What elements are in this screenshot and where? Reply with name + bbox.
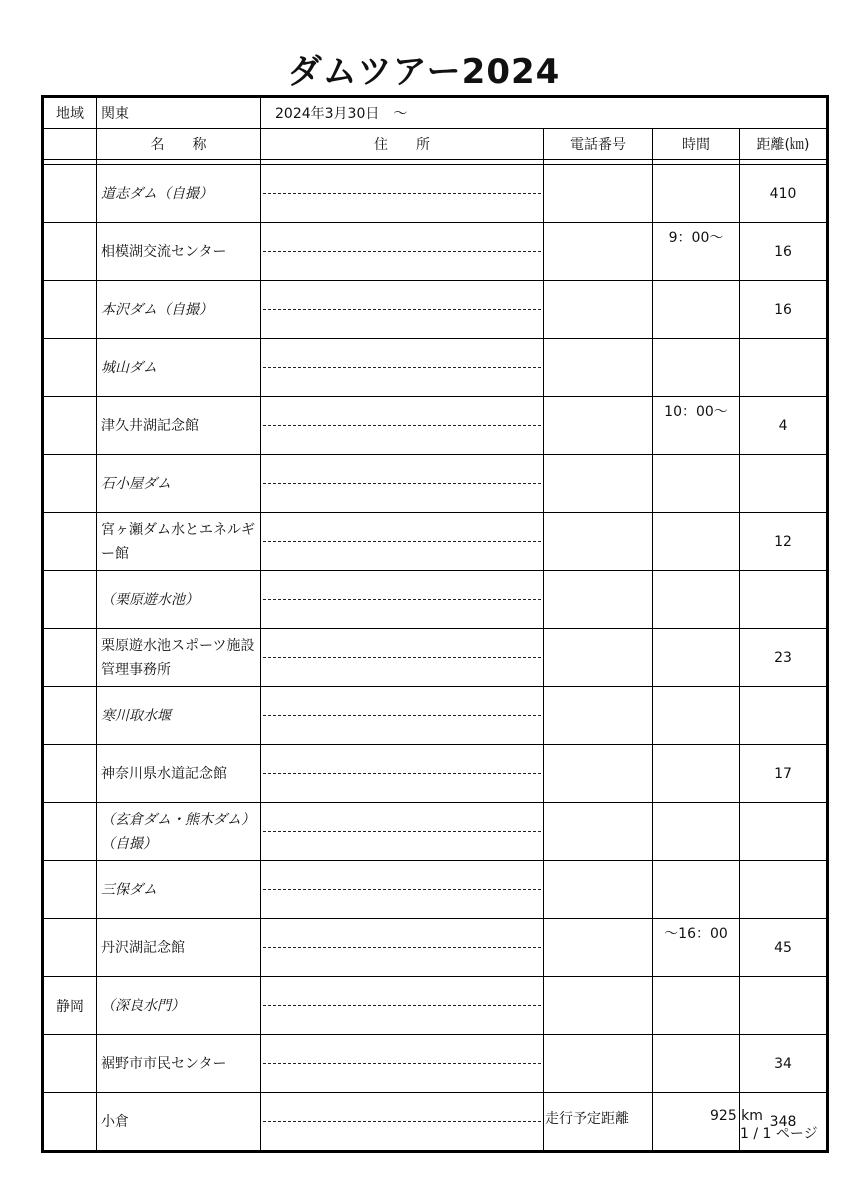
row-distance	[740, 687, 828, 745]
row-region	[43, 571, 97, 629]
row-time	[653, 687, 740, 745]
address-dashed-line	[263, 1121, 541, 1122]
row-region	[43, 919, 97, 977]
row-phone	[544, 687, 653, 745]
row-time	[653, 803, 740, 861]
total-distance-value: 925 km	[710, 1108, 763, 1124]
row-region	[43, 455, 97, 513]
table-row	[43, 1035, 828, 1093]
page-number: 1 / 1 ページ	[740, 1126, 818, 1142]
table-row	[43, 745, 828, 803]
row-phone	[544, 165, 653, 223]
table-row	[43, 397, 828, 455]
row-time	[653, 745, 740, 803]
row-address	[261, 977, 544, 1035]
header-phone: 電話番号	[544, 129, 653, 160]
row-time: ～16：00	[653, 919, 740, 977]
row-phone	[544, 397, 653, 455]
row-region	[43, 1035, 97, 1093]
row-address	[261, 919, 544, 977]
address-dashed-line	[263, 947, 541, 948]
header-time: 時間	[653, 129, 740, 160]
address-dashed-line	[263, 541, 541, 542]
row-distance	[740, 339, 828, 397]
table-row	[43, 455, 828, 513]
address-dashed-line	[263, 483, 541, 484]
table-row	[43, 687, 828, 745]
row-distance	[740, 455, 828, 513]
address-dashed-line	[263, 1005, 541, 1006]
row-address	[261, 745, 544, 803]
row-address	[261, 165, 544, 223]
region-label: 地域	[43, 97, 97, 129]
tour-date: 2024年3月30日 ～	[261, 97, 828, 129]
table-row	[43, 223, 828, 281]
row-time	[653, 339, 740, 397]
row-region	[43, 281, 97, 339]
header-address: 住 所	[261, 129, 544, 160]
row-address	[261, 223, 544, 281]
row-distance	[740, 977, 828, 1035]
row-region	[43, 223, 97, 281]
table-row	[43, 513, 828, 571]
row-distance: 34	[740, 1035, 828, 1093]
row-distance: 410	[740, 165, 828, 223]
row-name: 宮ヶ瀬ダム水とエネルギー館	[97, 513, 261, 571]
tour-schedule-table	[41, 95, 829, 1153]
row-phone	[544, 1035, 653, 1093]
row-region	[43, 803, 97, 861]
row-address	[261, 455, 544, 513]
row-time	[653, 281, 740, 339]
address-dashed-line	[263, 1063, 541, 1064]
address-dashed-line	[263, 193, 541, 194]
row-name: （玄倉ダム・熊木ダム）（自撮）	[97, 803, 261, 861]
address-dashed-line	[263, 773, 541, 774]
row-phone	[544, 281, 653, 339]
row-phone	[544, 571, 653, 629]
row-time	[653, 513, 740, 571]
row-region	[43, 339, 97, 397]
page-title: ダムツアー2024	[287, 52, 561, 92]
header-distance: 距離(㎞)	[740, 129, 828, 160]
total-distance-label: 走行予定距離	[545, 1111, 629, 1127]
row-time	[653, 861, 740, 919]
row-region	[43, 1093, 97, 1152]
row-distance	[740, 861, 828, 919]
row-address	[261, 513, 544, 571]
table-row	[43, 165, 828, 223]
address-dashed-line	[263, 309, 541, 310]
row-phone	[544, 339, 653, 397]
address-dashed-line	[263, 831, 541, 832]
address-dashed-line	[263, 425, 541, 426]
row-region	[43, 861, 97, 919]
row-time	[653, 455, 740, 513]
row-name: 小倉	[97, 1093, 261, 1152]
row-name: 相模湖交流センター	[97, 223, 261, 281]
row-distance	[740, 571, 828, 629]
region-value: 関東	[97, 97, 261, 129]
row-name: 本沢ダム（自撮）	[97, 281, 261, 339]
header-name: 名 称	[97, 129, 261, 160]
row-name: 裾野市市民センター	[97, 1035, 261, 1093]
table-row	[43, 803, 828, 861]
row-address	[261, 1035, 544, 1093]
row-time	[653, 1035, 740, 1093]
row-distance: 348	[740, 1093, 828, 1152]
row-region	[43, 397, 97, 455]
row-name: 丹沢湖記念館	[97, 919, 261, 977]
row-address	[261, 1093, 544, 1152]
table-row	[43, 629, 828, 687]
row-region	[43, 629, 97, 687]
row-name: （栗原遊水池）	[97, 571, 261, 629]
row-region	[43, 165, 97, 223]
table-row	[43, 977, 828, 1035]
row-phone	[544, 629, 653, 687]
row-address	[261, 339, 544, 397]
row-phone	[544, 919, 653, 977]
row-distance: 45	[740, 919, 828, 977]
row-address	[261, 629, 544, 687]
row-address	[261, 571, 544, 629]
row-time	[653, 165, 740, 223]
row-phone	[544, 513, 653, 571]
table-row	[43, 339, 828, 397]
row-distance: 4	[740, 397, 828, 455]
row-phone	[544, 455, 653, 513]
address-dashed-line	[263, 251, 541, 252]
row-address	[261, 803, 544, 861]
row-distance: 17	[740, 745, 828, 803]
row-time	[653, 571, 740, 629]
header-region	[43, 129, 97, 160]
row-distance	[740, 803, 828, 861]
table-row	[43, 281, 828, 339]
row-name: 津久井湖記念館	[97, 397, 261, 455]
row-name: 寒川取水堰	[97, 687, 261, 745]
address-dashed-line	[263, 889, 541, 890]
row-name: 石小屋ダム	[97, 455, 261, 513]
row-name: 三保ダム	[97, 861, 261, 919]
row-distance: 23	[740, 629, 828, 687]
table-row	[43, 861, 828, 919]
row-region	[43, 687, 97, 745]
table-row	[43, 571, 828, 629]
row-phone	[544, 803, 653, 861]
row-phone	[544, 745, 653, 803]
row-distance: 12	[740, 513, 828, 571]
row-name: 神奈川県水道記念館	[97, 745, 261, 803]
row-name: 道志ダム（自撮）	[97, 165, 261, 223]
row-distance: 16	[740, 281, 828, 339]
address-dashed-line	[263, 599, 541, 600]
row-name: 城山ダム	[97, 339, 261, 397]
address-dashed-line	[263, 657, 541, 658]
row-name: （深良水門）	[97, 977, 261, 1035]
row-phone	[544, 861, 653, 919]
row-time: 9：00～	[653, 223, 740, 281]
row-region	[43, 513, 97, 571]
row-name: 栗原遊水池スポーツ施設管理事務所	[97, 629, 261, 687]
row-address	[261, 861, 544, 919]
row-time	[653, 629, 740, 687]
row-address	[261, 397, 544, 455]
row-address	[261, 687, 544, 745]
row-region	[43, 745, 97, 803]
row-address	[261, 281, 544, 339]
row-distance: 16	[740, 223, 828, 281]
info-row	[43, 97, 828, 129]
row-phone	[544, 223, 653, 281]
row-region: 静岡	[43, 977, 97, 1035]
table-row	[43, 919, 828, 977]
address-dashed-line	[263, 715, 541, 716]
row-time: 10：00～	[653, 397, 740, 455]
row-time	[653, 977, 740, 1035]
address-dashed-line	[263, 367, 541, 368]
row-phone	[544, 977, 653, 1035]
header-row	[43, 129, 828, 160]
